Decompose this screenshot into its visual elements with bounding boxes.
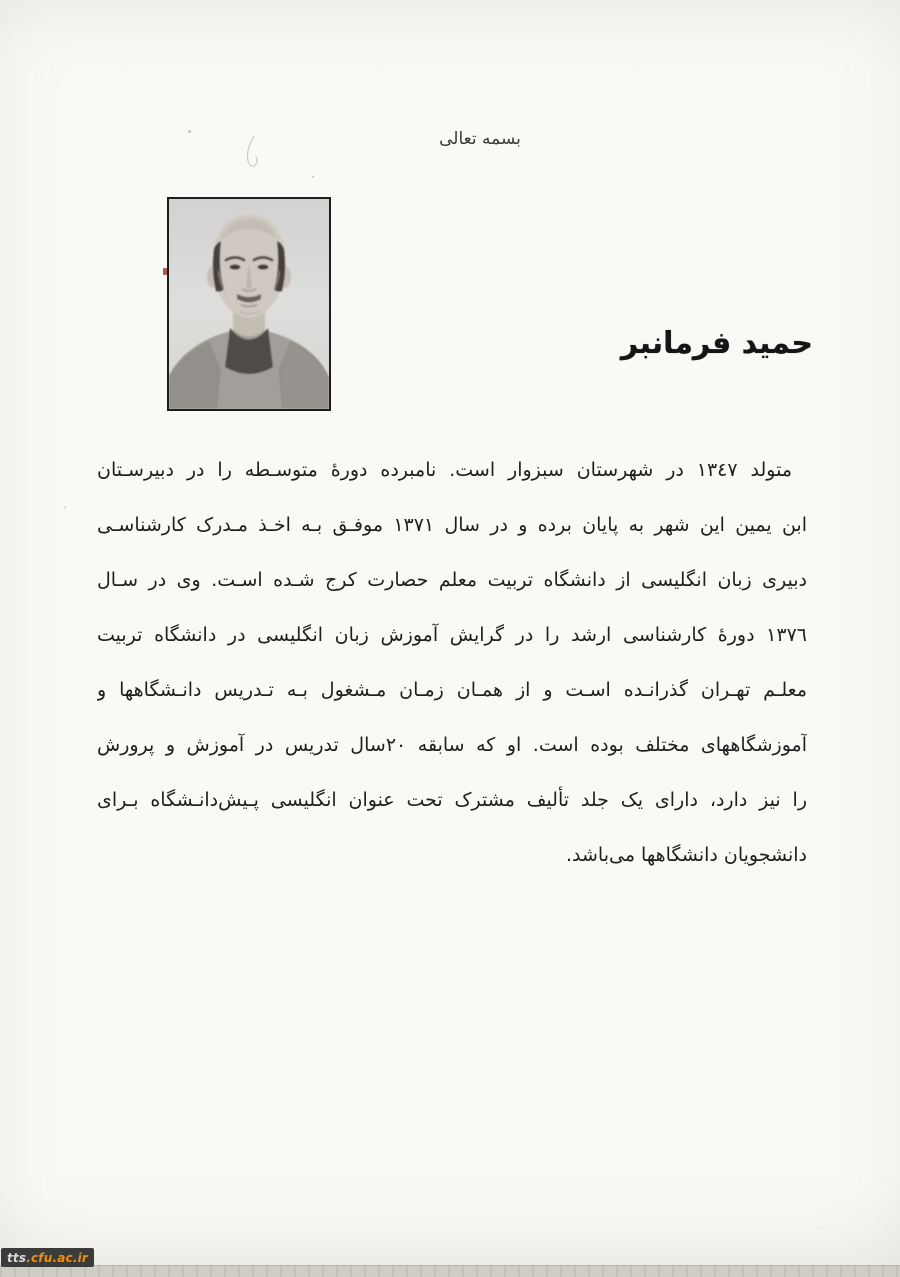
biography-line: معلـم تهـران گذرانـده اسـت و از همـان زمـان مـشغول بـه تـدریس دانـشگاهها و (97, 679, 807, 701)
biography-line: دبیری زبان انگلیسی از دانشگاه تربیت معلم حصارت کرج شـده اسـت. وی در سـال (97, 569, 807, 591)
biography-line: را نیز دارد، دارای یک جلد تألیف مشترک تحت عنوان انگلیسی پـیش‌دانـشگاه بـرای (97, 789, 807, 811)
bismillah-header: بسمه تعالی (439, 129, 521, 149)
site-watermark (1, 1248, 94, 1267)
pencil-mark-artifact (238, 132, 268, 174)
biography-line: دانشجویان دانشگاهها می‌باشد. (565, 844, 807, 866)
watermark-suffix: .cfu.ac.ir (26, 1250, 89, 1265)
person-name: حمید فرمانبر (620, 326, 813, 361)
biography-paragraph (97, 443, 807, 883)
scan-speck (64, 506, 66, 509)
portrait-photo-drawing (169, 199, 329, 409)
biography-line: متولد ١٣٤٧ در شهرستان سبزوار است. نامبرده دورۀ متوسـطه را در دبیرسـتان (97, 459, 793, 481)
biography-line: آموزشگاههای مختلف بوده است. او که سابقه ٢٠سال تدریس در آموزش و پرورش (97, 734, 807, 756)
watermark-prefix: tts (7, 1250, 27, 1265)
biography-line: ابن یمین این شهر به پایان برده و در سال ١٣٧١ موفـق بـه اخـذ مـدرک کارشناسـی (97, 514, 807, 536)
scanner-edge-strip (0, 1265, 900, 1277)
biography-line: ١٣٧٦ دورۀ کارشناسی ارشد را در گرایش آموزش زبان انگلیسی در دانشگاه تربیت (97, 624, 807, 646)
scan-speck (312, 176, 314, 178)
scan-speck (188, 130, 191, 133)
portrait-photo (167, 197, 331, 411)
